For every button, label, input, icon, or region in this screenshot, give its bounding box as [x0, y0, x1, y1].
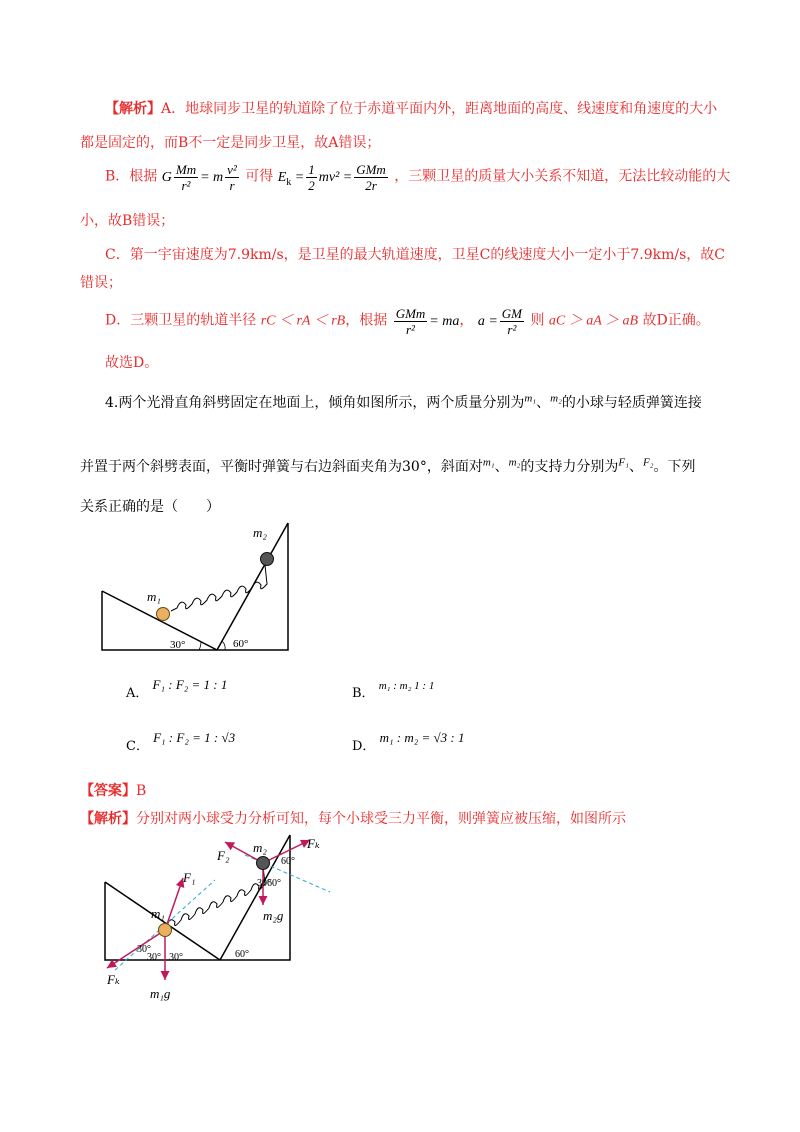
symbol-m2: m₂ [508, 456, 521, 469]
angle-label: 60° [267, 878, 281, 889]
option-expression: F₁ : F₂ = 1 : 1 [152, 677, 228, 692]
solution-line-b [105, 162, 730, 193]
ball-m2 [261, 553, 274, 566]
analysis-tag: 【解析】 [80, 811, 136, 827]
symbol-F1: F₁ [618, 456, 629, 469]
formula-acceleration: $\frac{\text{GMm}}{\text{r²}}$ = ma [395, 306, 460, 337]
answer-line [80, 780, 146, 800]
option-expression: m₁ : m₂ 1 : 1 [378, 680, 435, 692]
label-F2: F₂ [217, 848, 230, 863]
formula-gravity: G $\frac{Mm}{\text{r²}}$ = m $\frac{\text{v²}}{r}$ [161, 162, 237, 193]
option-d[interactable] [352, 730, 465, 754]
angle-label: 30° [147, 952, 161, 963]
option-expression: F₁ : F₂ = 1 : √3 [153, 730, 236, 745]
solution-line-c: C．第一宇宙速度为7.9km/s，是卫星的最大轨道速度，卫星C的线速度大小一定小于7.9km/s，故C [105, 247, 725, 263]
solution-text: ，三颗卫星的质量大小关系不知道，无法比较动能的大 [394, 168, 731, 185]
option-label: D． [352, 739, 376, 754]
option-a[interactable] [126, 677, 228, 701]
angle-label: 30° [257, 878, 271, 889]
ball-m1 [157, 608, 170, 621]
label-m1g: m₁g [150, 986, 171, 1001]
solution-text: A．地球同步卫星的轨道除了位于赤道平面内外，距离地面的高度、线速度和角速度的大小 [161, 101, 718, 117]
option-label: C． [126, 739, 149, 754]
solution-line-a [105, 98, 717, 118]
question-line-1 [105, 392, 702, 412]
radius-relation: rC ＜ rA ＜ rB [260, 313, 346, 329]
label-m2: m₂ [253, 525, 267, 540]
label-m1: m₁ [147, 589, 161, 604]
question-text: 、 [628, 459, 643, 475]
answer-value: B [136, 783, 147, 799]
symbol-m2: m₂ [550, 392, 562, 405]
question-text: 并置于两个斜劈表面，平衡时弹簧与右边斜面夹角为30°，斜面对 [80, 459, 483, 475]
question-line-3: 关系正确的是（ ） [80, 499, 220, 515]
question-text: 的小球与轻质弹簧连接 [561, 395, 702, 411]
option-label: A． [126, 686, 149, 701]
option-expression: m₁ : m₂ = √3 : 1 [379, 730, 465, 745]
answer-tag: 【答案】 [80, 783, 136, 799]
solution-text: D．三颗卫星的轨道半径 [105, 312, 257, 329]
angle-label: 30° [169, 952, 183, 963]
question-text: 的支持力分别为 [520, 459, 619, 475]
formula-a: a = $\frac{GM}{\text{r²}}$ [477, 306, 522, 337]
label-Fk-bottom: Fₖ [107, 972, 120, 987]
question-text: 4.两个光滑直角斜劈固定在地面上，倾角如图所示，两个质量分别为 [105, 395, 525, 411]
symbol-F2: F₂ [642, 456, 654, 469]
ball-m2 [257, 857, 270, 870]
option-c[interactable] [126, 730, 236, 754]
symbol-m1: m₁ [524, 392, 537, 405]
solution-text: 则 [530, 312, 545, 329]
solution-line-b2: 小，故B错误； [80, 213, 175, 229]
solution-text: B．根据 [105, 168, 158, 185]
label-Fk-top: Fₖ [307, 836, 320, 851]
question-text: 、 [536, 395, 551, 411]
solution-text: 分别对两小球受力分析可知，每个小球受三力平衡，则弹簧应被压缩，如图所示 [136, 811, 626, 827]
ball-m1 [159, 924, 172, 937]
solution-text: ，根据 [345, 312, 388, 329]
solution-text: 故D正确。 [642, 312, 710, 329]
angle-30: 30° [170, 639, 186, 651]
solution-line-c2: 错误； [80, 275, 122, 291]
question-line-2 [80, 456, 695, 476]
question-text: 、 [494, 459, 509, 475]
option-label: B． [352, 686, 375, 701]
formula-kinetic: $E_k$ = $\frac{1}{2}$ mv² = $\frac{\text{GMm}}{2r}$ [277, 162, 386, 193]
label-m2g: m₂g [263, 908, 284, 923]
angle-60: 60° [233, 638, 249, 650]
solution-line-a2: 都是固定的，而B不一定是同步卫星，故A错误； [80, 135, 381, 151]
solution-text: 可得 [245, 168, 274, 185]
angle-label: 60° [281, 856, 295, 867]
label-m2: m₂ [253, 840, 267, 855]
analysis-tag: 【解析】 [105, 101, 161, 117]
solution-choose: 故选D。 [105, 355, 159, 371]
force-diagram [95, 830, 345, 1005]
label-F1: F₁ [183, 870, 196, 885]
label-m1: m₁ [151, 906, 165, 921]
incline-figure [95, 515, 305, 665]
angle-label: 30° [137, 944, 151, 955]
symbol-m1: m₁ [482, 456, 495, 469]
acceleration-relation: aC ＞ aA ＞ aB [548, 313, 639, 329]
solution-line-d: D．三颗卫星的轨道半径 rC ＜ rA ＜ rB，根据 $\frac{\text{GMm}}{\text{r²}}$ = ma， a = $\frac{GM}{\text{r²}}$ 则 aC ＞ aA ＞ aB 故D正确。 [105, 306, 710, 337]
question-text: 。下列 [653, 459, 696, 475]
solution4-line [80, 808, 626, 828]
option-b[interactable] [352, 682, 434, 701]
angle-label: 60° [235, 949, 249, 960]
